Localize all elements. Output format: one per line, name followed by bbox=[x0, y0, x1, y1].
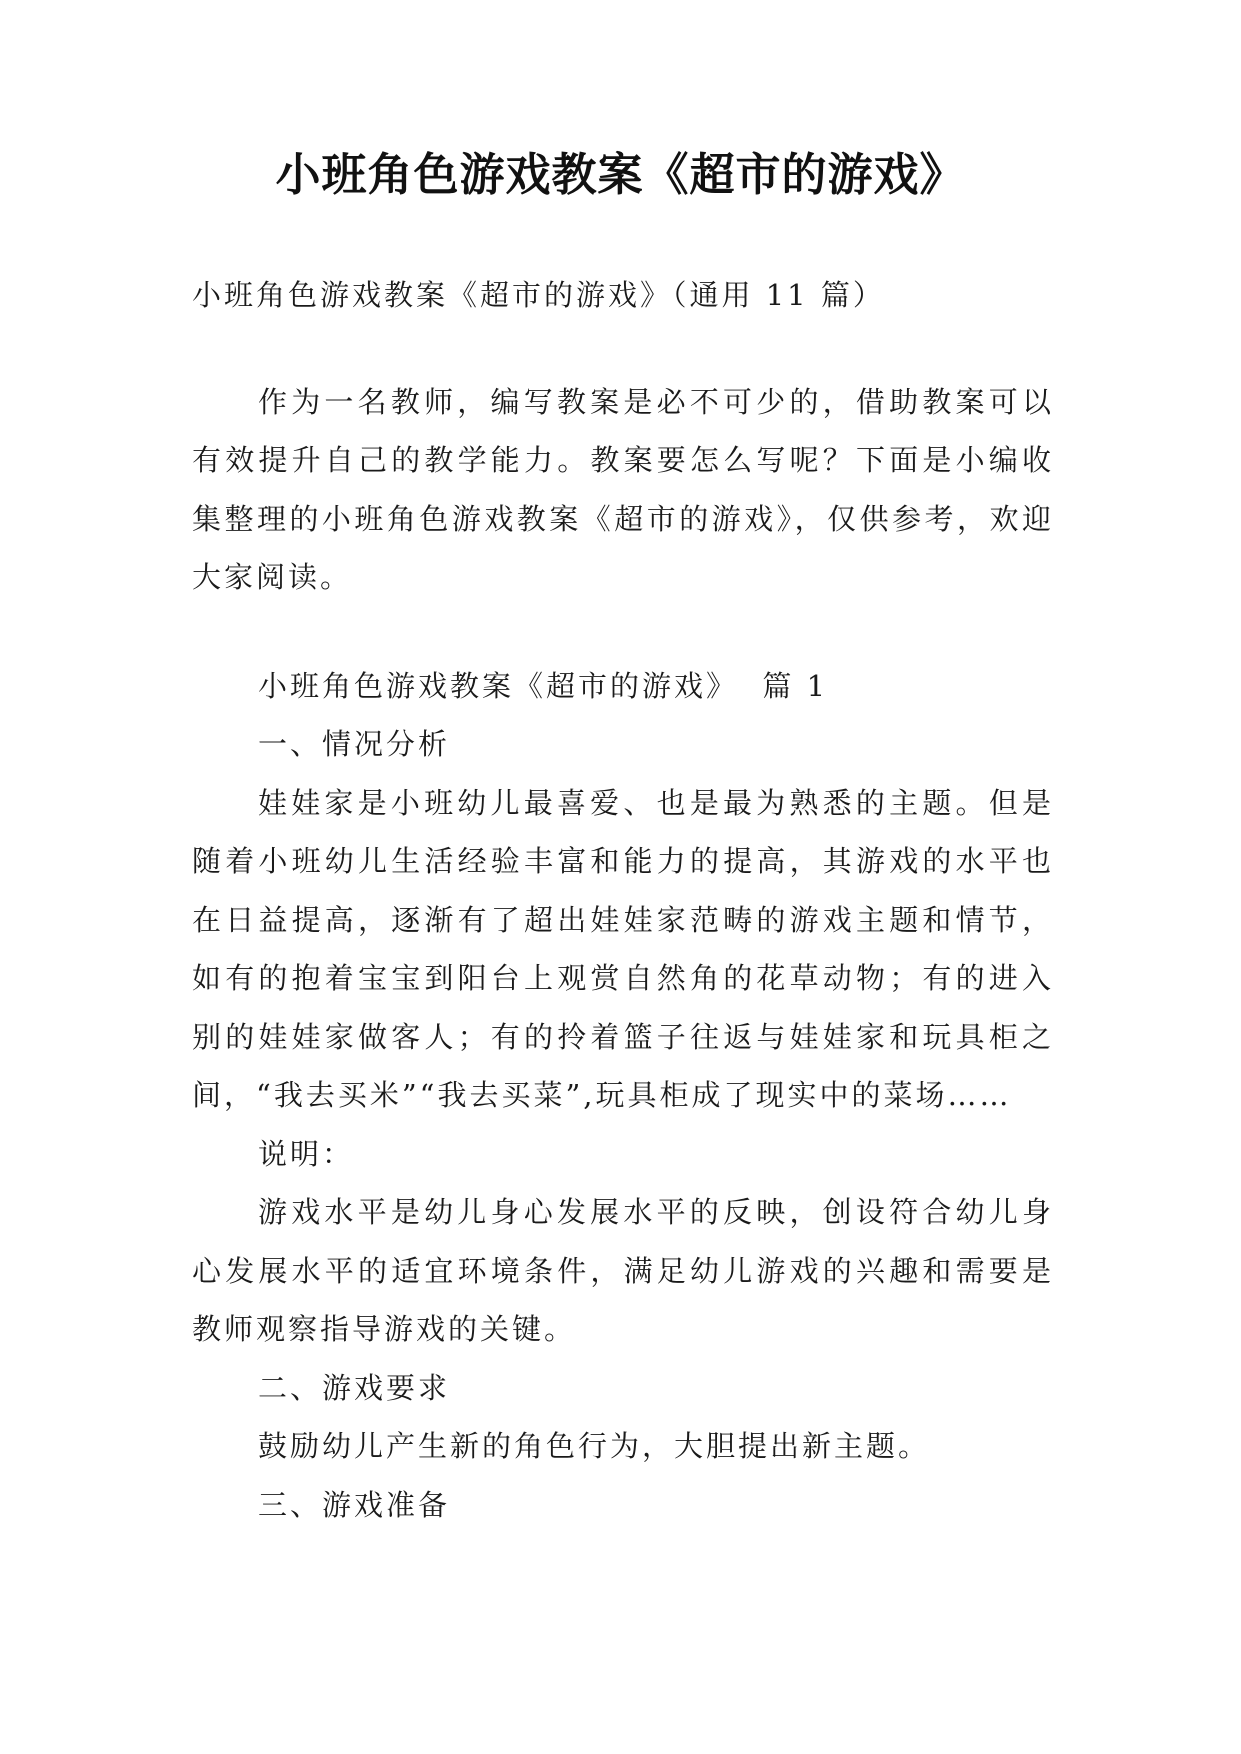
document-title: 小班角色游戏教案《超市的游戏》 bbox=[275, 148, 966, 201]
section-2-paragraph: 鼓励幼儿产生新的角色行为，大胆提出新主题。 bbox=[258, 1429, 931, 1463]
chapter-heading: 小班角色游戏教案《超市的游戏》 篇 1 bbox=[258, 668, 829, 703]
document-subtitle: 小班角色游戏教案《超市的游戏》（通用 11 篇） bbox=[192, 278, 885, 312]
section-3-heading: 三、游戏准备 bbox=[258, 1487, 451, 1522]
section-1-heading: 一、情况分析 bbox=[258, 727, 451, 761]
note-label: 说明： bbox=[258, 1136, 355, 1171]
note-paragraph: 游戏水平是幼儿身心发展水平的反映，创设符合幼儿身心发展水平的适宜环境条件，满足幼儿游戏的兴趣和需要是教师观察指导游戏的关键。 bbox=[192, 1195, 1054, 1346]
section-2-heading: 二、游戏要求 bbox=[258, 1370, 451, 1405]
intro-paragraph: 作为一名教师，编写教案是必不可少的，借助教案可以有效提升自己的教学能力。教案要怎么写呢？下面是小编收集整理的小班角色游戏教案《超市的游戏》，仅供参考，欢迎大家阅读。 bbox=[192, 384, 1054, 594]
document-body bbox=[192, 266, 1054, 1534]
section-1-paragraph: 娃娃家是小班幼儿最喜爱、也是最为熟悉的主题。但是随着小班幼儿生活经验丰富和能力的提高，其游戏的水平也在日益提高，逐渐有了超出娃娃家范畴的游戏主题和情节，如有的抱着宝宝到阳台上观赏自然角的花草动物；有的进入别的娃娃家做客人；有的拎着篮子往返与娃娃家和玩具柜之间，“我去买米”“我去买菜”,玩具柜成了现实中的菜场…… bbox=[192, 785, 1054, 1112]
